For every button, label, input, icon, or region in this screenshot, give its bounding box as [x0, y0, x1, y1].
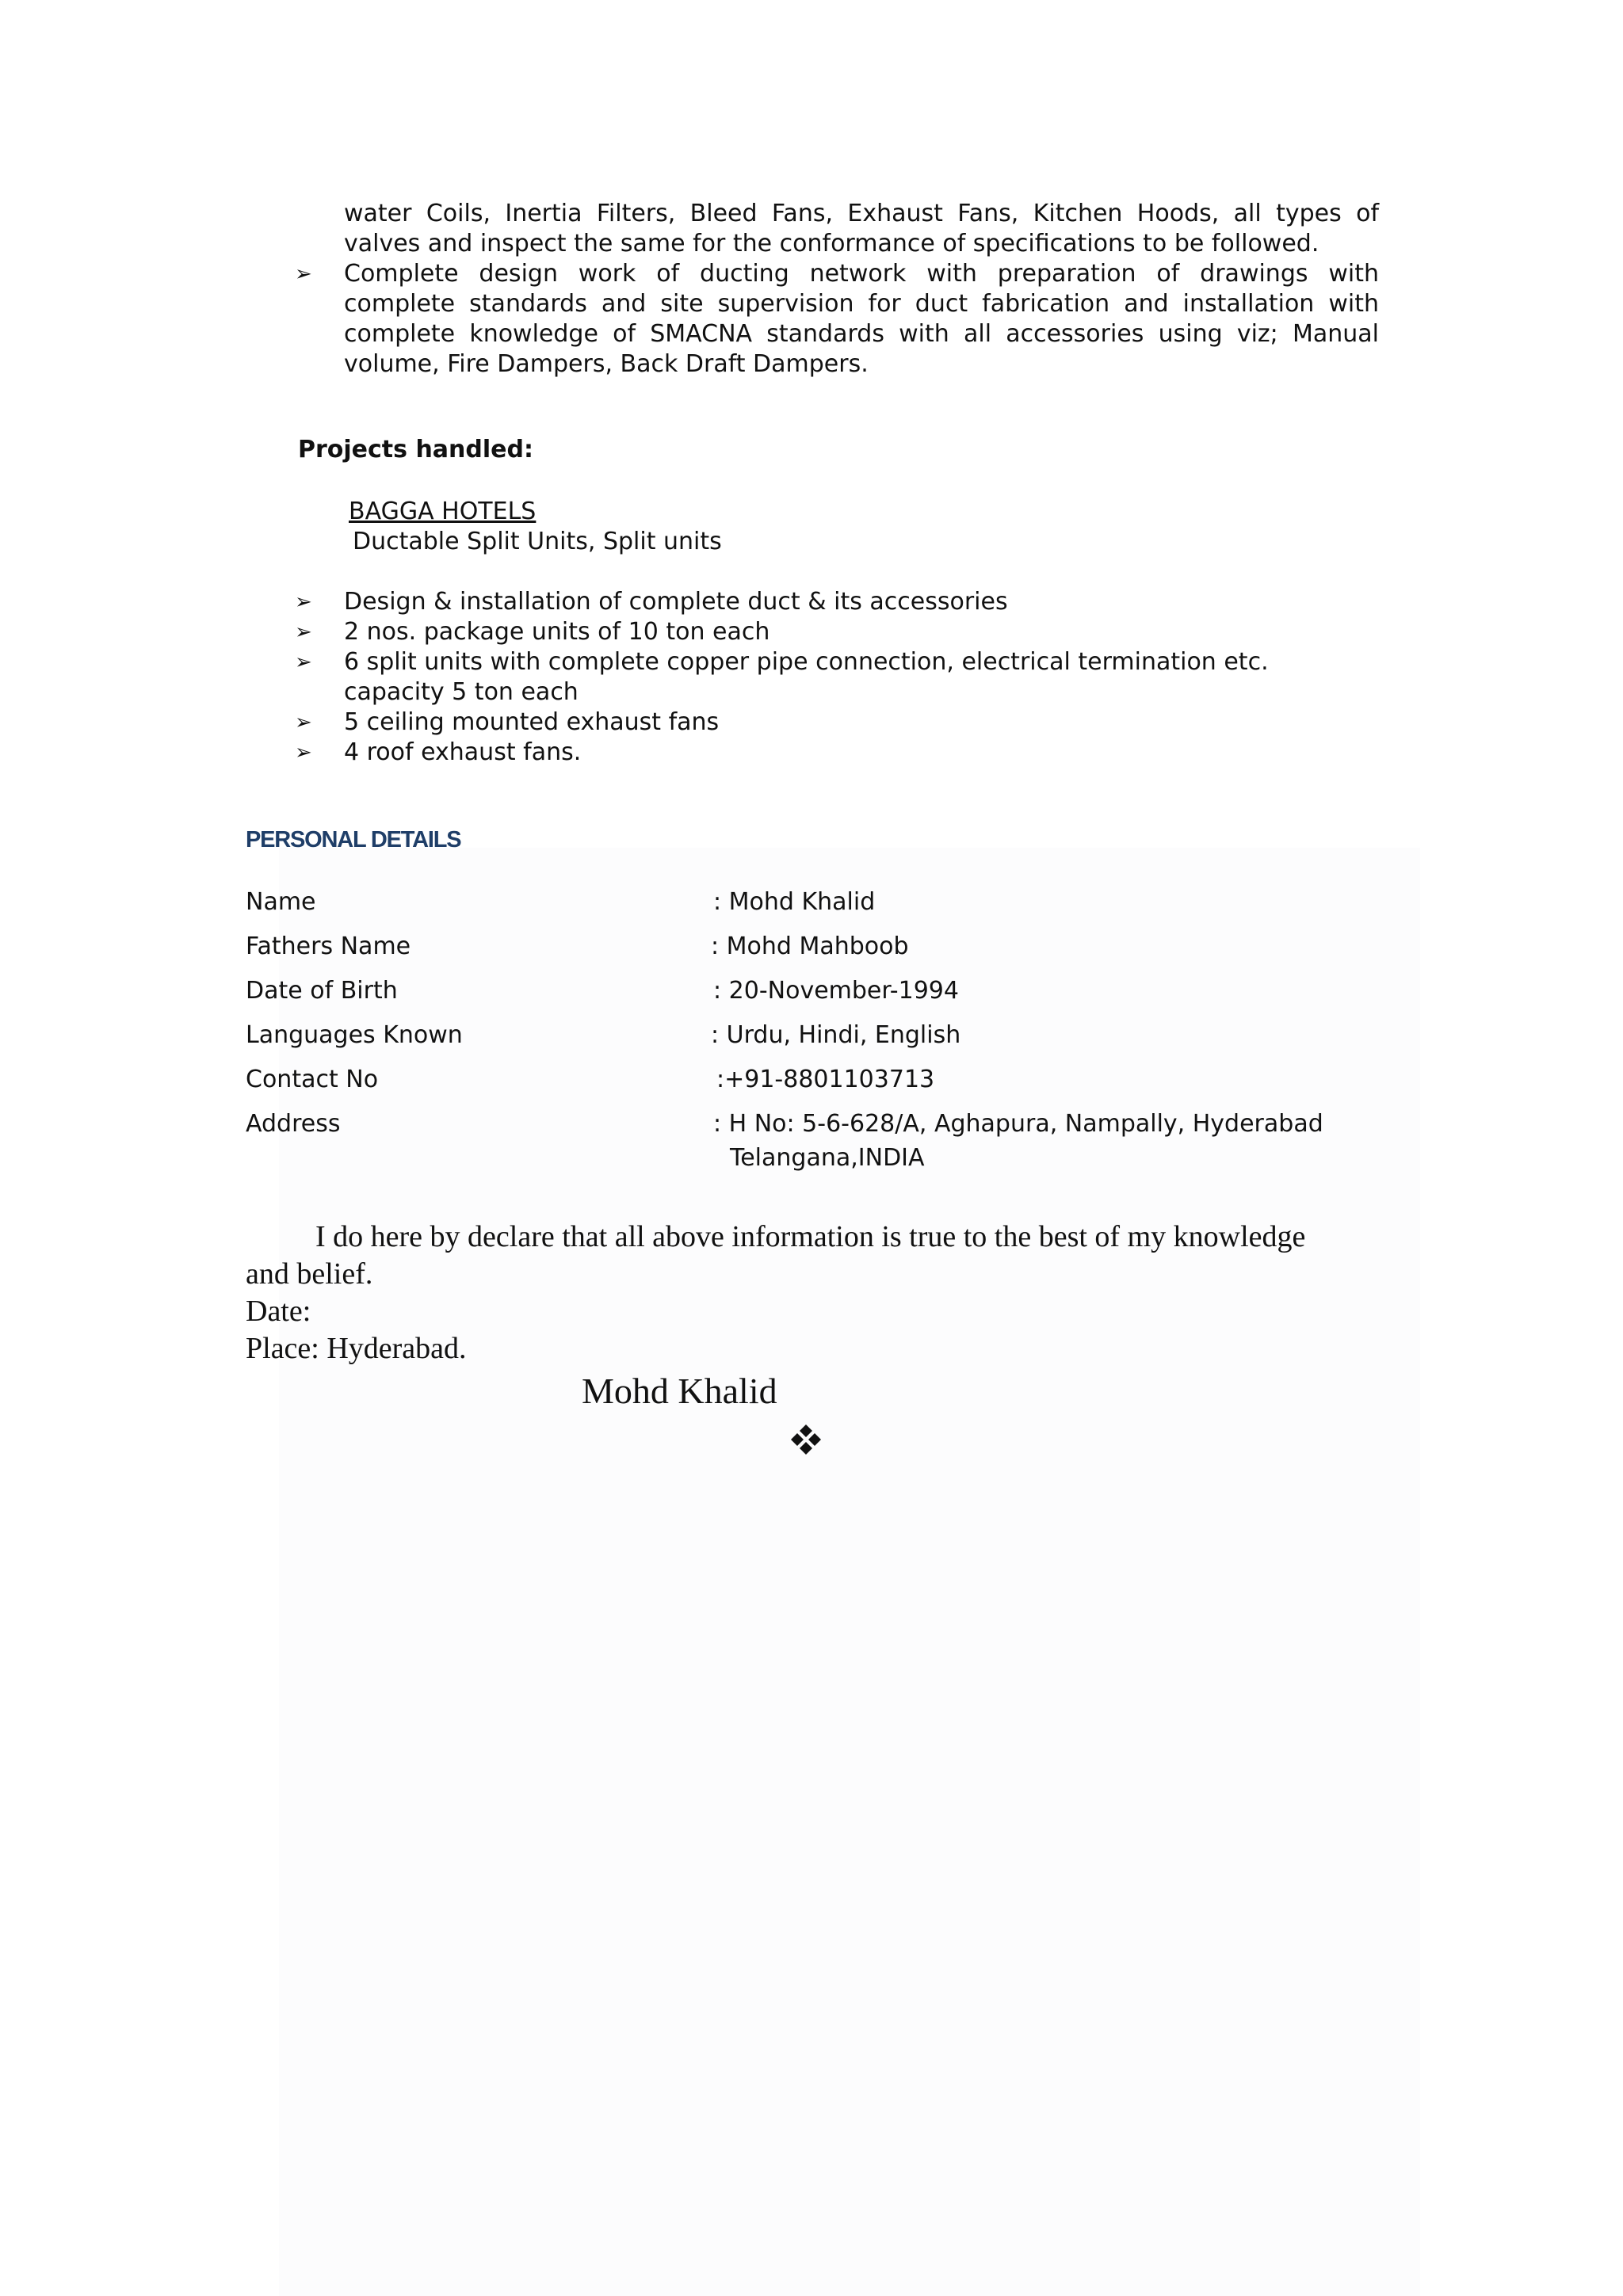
detail-value-date-of-birth: : 20-November-1994 — [713, 977, 959, 1005]
place-label: Place: Hyderabad. — [246, 1332, 467, 1365]
date-label: Date: — [246, 1295, 311, 1328]
detail-value-address-line-2: Telangana,INDIA — [730, 1144, 925, 1172]
project-bullet-3: 6 split units with complete copper pipe connection, electrical termination etc. — [344, 648, 1269, 676]
arrowhead-bullet-icon: ➢ — [295, 590, 312, 614]
detail-label-fathers-name: Fathers Name — [246, 933, 411, 960]
declaration-line-1: I do here by declare that all above information is true to the best of my knowledge — [315, 1220, 1306, 1253]
arrowhead-bullet-icon: ➢ — [295, 620, 312, 644]
detail-label-contact: Contact No — [246, 1066, 379, 1093]
project-bullet-4: 5 ceiling mounted exhaust fans — [344, 708, 720, 736]
arrowhead-bullet-icon: ➢ — [295, 741, 312, 765]
detail-label-address: Address — [246, 1110, 341, 1138]
project-bullet-3-continuation: capacity 5 ton each — [344, 678, 579, 706]
project-bullet-2: 2 nos. package units of 10 ton each — [344, 618, 770, 646]
design-bullet-line-4: volume, Fire Dampers, Back Draft Dampers. — [344, 350, 869, 378]
detail-label-languages: Languages Known — [246, 1021, 463, 1049]
arrowhead-bullet-icon: ➢ — [295, 711, 312, 734]
design-bullet-line-3: complete knowledge of SMACNA standards with all accessories using viz; Manual — [344, 320, 1379, 348]
project-bullet-5: 4 roof exhaust fans. — [344, 738, 582, 766]
continuation-line-1: water Coils, Inertia Filters, Bleed Fans, Exhaust Fans, Kitchen Hoods, all types of — [344, 200, 1379, 227]
arrowhead-bullet-icon: ➢ — [295, 650, 312, 674]
detail-value-languages: : Urdu, Hindi, English — [711, 1021, 961, 1049]
detail-value-name: : Mohd Khalid — [713, 888, 876, 916]
design-bullet-line-1: Complete design work of ducting network with preparation of drawings with — [344, 260, 1379, 288]
detail-label-date-of-birth: Date of Birth — [246, 977, 398, 1005]
continuation-line-2: valves and inspect the same for the conformance of specifications to be followed. — [344, 230, 1319, 257]
personal-details-title: PERSONAL DETAILS — [246, 827, 461, 852]
project-bullet-1: Design & installation of complete duct & its accessories — [344, 588, 1008, 616]
detail-value-address: : H No: 5-6-628/A, Aghapura, Nampally, Hyderabad — [713, 1110, 1323, 1138]
project-subtitle: Ductable Split Units, Split units — [353, 528, 722, 555]
detail-value-contact: :+91-8801103713 — [716, 1066, 935, 1093]
signature-name: Mohd Khalid — [582, 1371, 777, 1411]
detail-value-fathers-name: : Mohd Mahboob — [711, 933, 909, 960]
declaration-line-2: and belief. — [246, 1257, 373, 1291]
design-bullet-line-2: complete standards and site supervision for duct fabrication and installation with — [344, 290, 1379, 318]
arrowhead-bullet-icon: ➢ — [295, 262, 312, 286]
detail-label-name: Name — [246, 888, 316, 916]
diamond-ornament-icon — [789, 1423, 823, 1456]
project-title: BAGGA HOTELS — [349, 498, 537, 525]
projects-heading: Projects handled: — [298, 436, 533, 463]
